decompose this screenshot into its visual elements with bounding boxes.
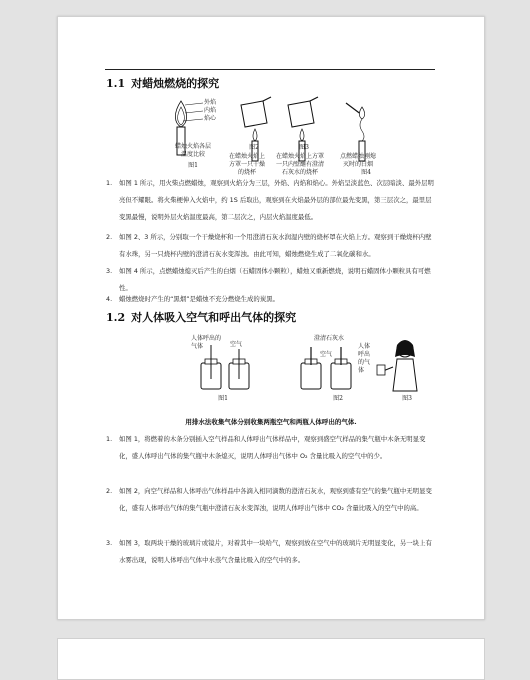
person-body — [393, 359, 417, 391]
section-title: 对人体吸入空气和呼出气体的探究 — [131, 311, 297, 324]
fig4-label: 图4 — [361, 169, 371, 176]
document-page — [57, 16, 485, 620]
list-item: 1. 如图 1，将燃着的木条分别插入空气样品和人体呼出气体样品中，观察到盛空气样品的集气瓶中木条无明显变化，盛人体呼出气体的集气瓶中木条熄灭，说明人体呼出气体中 O₂ 含量比吸入的空气中的少。 — [106, 435, 426, 460]
label-air: 空气 — [229, 341, 242, 348]
label-outer-flame: 外焰 — [204, 99, 217, 106]
fig1-label: 图1 — [188, 162, 198, 169]
label-limewater: 澄清石灰水 — [314, 335, 345, 342]
header-rule — [105, 69, 435, 70]
fig3-caption: 在蜡烛火焰上方罩一只内壁蘸有澄清石灰水的烧杯 — [276, 153, 325, 176]
list-item: 3. 如图 3，取两块干燥的玻璃片或镜片，对着其中一块哈气，观察到放在空气中的玻璃片无明显变化，另一块上有水雾出现，说明人体呼出气体中水蒸气含量比吸入的空气中的多。 — [106, 539, 432, 564]
section-heading-1-2 — [106, 309, 296, 325]
smoke — [360, 119, 364, 141]
label-air-2: 空气 — [319, 351, 332, 358]
flame — [300, 129, 304, 141]
label-exhaled-gas: 人体呼出的气体 — [191, 335, 222, 350]
flame — [253, 129, 257, 141]
fig2-label: 图2 — [249, 144, 259, 151]
fig2-label: 图2 — [333, 395, 343, 402]
beaker — [288, 101, 314, 127]
next-page — [57, 638, 485, 680]
gas-bottle — [301, 363, 321, 389]
section-heading-1-1 — [106, 75, 219, 91]
fig1-label: 图1 — [218, 395, 228, 402]
glass-plate — [377, 365, 385, 375]
section-number: 1.1 — [106, 77, 126, 90]
collection-note: 用排水法收集气体分别收集两瓶空气和两瓶人体呼出的气体. — [185, 418, 357, 426]
label-inner-flame: 内焰 — [204, 107, 217, 114]
gas-bottle — [331, 363, 351, 389]
fig3-label: 图3 — [299, 144, 309, 151]
section-number: 1.2 — [106, 311, 126, 324]
fig1-caption: 蜡烛火焰各层温度比较 — [174, 143, 211, 158]
outer-flame — [175, 101, 186, 127]
list-item: 2. 如图 2，向空气样品和人体呼出气体样品中各滴入相同滴数的澄清石灰水，观察到盛有空气的集气瓶中无明显变化，盛有人体呼出气体的集气瓶中澄清石灰水变浑浊，说明人体呼出气体中 CO₂ 含量比吸入的空气中的高。 — [106, 487, 432, 512]
fig2-caption: 在蜡烛火焰上方罩一只干燥的烧杯 — [228, 153, 265, 176]
list-item: 1. 如图 1 所示，用火柴点燃蜡烛，观察到火焰分为三层，外焰、内焰和焰心。外焰呈淡蓝色、次层暗淡、最外层明亮但不耀眼。将火柴梗伸入火焰中，约 1S 后取出，观察到在火焰最外层的部位最先变黑，第三层次之，最里层变黑最慢，说明外层火焰温度最高，第二层次之，内层火焰温度最低。 — [106, 179, 434, 221]
label-exhaled-gas-2: 人体呼出的气体 — [358, 343, 371, 374]
fig4-caption: 点燃蜡烛刚熄灭时的白烟 — [339, 153, 376, 168]
list-item: 4. 蜡烛燃烧时产生的“黑烟”是蜡烛不充分燃烧生成的炭黑。 — [106, 295, 279, 303]
list-item: 2. 如图 2、3 所示，分别取一个干燥烧杯和一个用澄清石灰水润湿内壁的烧杯罩在火焰上方。观察到干燥烧杯内壁有水珠，另一只烧杯内壁的澄清石灰水变浑浊。由此可知，蜡烛燃烧生成了二氧化碳和水。 — [106, 233, 432, 258]
section-title: 对蜡烛燃烧的探究 — [131, 77, 220, 90]
label-flame-core: 焰心 — [204, 115, 217, 122]
person-hair — [395, 340, 415, 357]
fig3-label: 图3 — [402, 395, 412, 402]
beaker — [241, 101, 267, 127]
list-item: 3. 如图 4 所示，点燃蜡烛熄灭后产生的白烟（石蜡固体小颗粒），蜡烛又重新燃烧，说明石蜡固体小颗粒具有可燃性。 — [106, 267, 431, 292]
